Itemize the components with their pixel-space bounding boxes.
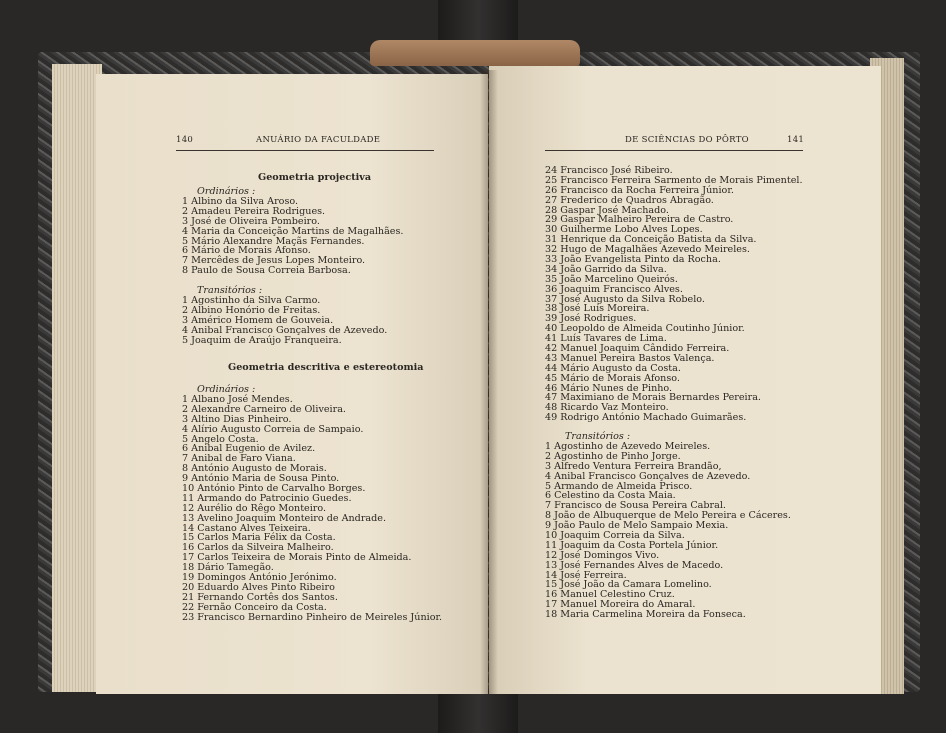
list-item: 49 Rodrigo António Machado Guimarães.: [545, 412, 747, 424]
list-item: 8 António Augusto de Morais.: [182, 463, 327, 475]
list-item: 30 Guilherme Lobo Alves Lopes.: [545, 224, 703, 236]
list-item: 37 José Augusto da Silva Robelo.: [545, 293, 705, 305]
list-item: 2 Alexandre Carneiro de Oliveira.: [182, 403, 346, 415]
list-item: 12 José Domingos Vivo.: [545, 549, 660, 561]
list-item: 5 Mário Alexandre Maçãs Fernandes.: [182, 235, 365, 247]
list-item: 1 Agostinho de Azevedo Meireles.: [545, 441, 711, 452]
group-label-transitorios: Transitórios :: [565, 431, 631, 442]
list-item: 5 Angelo Costa.: [182, 433, 259, 445]
list-item: 48 Ricardo Vaz Monteiro.: [545, 402, 669, 414]
list-item: 33 João Evangelista Pinto da Rocha.: [545, 254, 721, 266]
list-item: 26 Francisco da Rocha Ferreira Júnior.: [545, 184, 734, 196]
list-projectiva-ordinarios: [182, 197, 403, 276]
left-page-edges: [52, 64, 102, 692]
book-gutter-shadow: [480, 70, 498, 694]
list-item: 24 Francisco José Ribeiro.: [545, 165, 673, 176]
list-item: 27 Frederico de Quadros Abragão.: [545, 194, 714, 206]
list-item: 11 Armando do Patrocinio Guedes.: [182, 492, 352, 504]
list-projectiva-transitorios: [182, 296, 387, 345]
list-descritiva-transitorios: [545, 442, 791, 620]
list-item: 14 Castano Alves Teixeira.: [182, 522, 311, 534]
list-item: 8 João de Albuquerque de Melo Pereira e Cáceres.: [545, 510, 791, 522]
list-item: 15 José João da Camara Lomelino.: [545, 579, 712, 591]
right-page-number: 141: [787, 135, 805, 145]
list-item: 4 Maria da Conceição Martins de Magalhães.: [182, 225, 404, 237]
list-item: 16 Manuel Celestino Cruz.: [545, 589, 675, 601]
list-item: 11 Joaquim da Costa Portela Júnior.: [545, 539, 719, 551]
list-item: 13 José Fernandes Alves de Macedo.: [545, 559, 724, 571]
left-page-number: 140: [176, 135, 194, 145]
section-heading-geometria-descritiva: Geometria descritiva e estereotomia: [228, 362, 424, 373]
list-item: 6 Celestino da Costa Maia.: [545, 490, 676, 502]
list-descritiva-ordinarios: [182, 395, 442, 622]
list-item: 35 João Marcelino Queirós.: [545, 273, 678, 285]
list-item: 29 Gaspar Malheiro Pereira de Castro.: [545, 214, 734, 226]
group-label-ordinarios: Ordinários :: [197, 384, 256, 395]
list-item: 23 Francisco Bernardino Pinheiro de Meireles Júnior.: [182, 611, 443, 623]
list-item: 1 Albano José Mendes.: [182, 394, 293, 405]
list-item: 25 Francisco Ferreira Sarmento de Morais Pimentel.: [545, 174, 803, 186]
list-item: 42 Manuel Joaquim Cândido Ferreira.: [545, 343, 730, 355]
list-item: 4 Anibal Francisco Gonçalves de Azevedo.: [545, 470, 751, 482]
list-descritiva-ordinarios-continued: [545, 166, 803, 423]
list-item: 4 Alírio Augusto Correia de Sampaio.: [182, 423, 364, 435]
right-running-head: DE SCIÊNCIAS DO PÔRTO: [625, 135, 749, 145]
list-item: 1 Agostinho da Silva Carmo.: [182, 295, 321, 306]
list-item: 9 João Paulo de Melo Sampaio Mexia.: [545, 520, 729, 532]
list-item: 5 Armando de Almeida Prisco.: [545, 480, 693, 492]
list-item: 21 Fernando Cortês dos Santos.: [182, 591, 338, 603]
list-item: 3 Américo Homem de Gouveia.: [182, 314, 334, 326]
list-item: 7 Anibal de Faro Viana.: [182, 453, 296, 465]
list-item: 43 Manuel Pereira Bastos Valença.: [545, 352, 715, 364]
list-item: 9 António Maria de Sousa Pinto.: [182, 473, 340, 485]
list-item: 7 Mercêdes de Jesus Lopes Monteiro.: [182, 255, 366, 267]
list-item: 31 Henrique da Conceição Batista da Silva.: [545, 234, 757, 246]
list-item: 28 Gaspar José Machado.: [545, 204, 669, 216]
list-item: 6 Anibal Eugenio de Avilez.: [182, 443, 316, 455]
list-item: 2 Albino Honório de Freitas.: [182, 304, 321, 316]
list-item: 34 João Garrido da Silva.: [545, 263, 667, 275]
list-item: 10 Joaquim Correia da Silva.: [545, 530, 685, 542]
book-spine-bottom: [438, 690, 518, 733]
left-page: [96, 74, 488, 694]
list-item: 18 Dário Tamegão.: [182, 562, 274, 574]
list-item: 1 Albino da Silva Aroso.: [182, 196, 299, 207]
list-item: 7 Francisco de Sousa Pereira Cabral.: [545, 500, 726, 512]
left-running-head: ANUÁRIO DA FACULDADE: [256, 135, 381, 145]
list-item: 36 Joaquim Francisco Alves.: [545, 283, 683, 295]
right-header-rule: [545, 150, 803, 151]
list-item: 2 Agostinho de Pinho Jorge.: [545, 450, 681, 462]
left-header-rule: [176, 150, 434, 151]
list-item: 40 Leopoldo de Almeida Coutinho Júnior.: [545, 323, 745, 335]
list-item: 16 Carlos da Silveira Malheiro.: [182, 542, 334, 554]
list-item: 2 Amadeu Pereira Rodrigues.: [182, 205, 326, 217]
list-item: 47 Maximiano de Morais Bernardes Pereira.: [545, 392, 761, 404]
list-item: 12 Aurélio do Rêgo Monteiro.: [182, 502, 327, 514]
list-item: 20 Eduardo Alves Pinto Ribeiro: [182, 581, 335, 593]
list-item: 10 António Pinto de Carvalho Borges.: [182, 483, 366, 495]
list-item: 41 Luís Tavares de Lima.: [545, 333, 667, 345]
group-label-ordinarios: Ordinários :: [197, 186, 256, 197]
list-item: 39 José Rodrigues.: [545, 313, 637, 325]
list-item: 46 Mário Nunes de Pinho.: [545, 382, 673, 394]
list-item: 3 Altino Dias Pinheiro.: [182, 413, 292, 425]
list-item: 17 Manuel Moreira do Amaral.: [545, 599, 696, 611]
list-item: 13 Avelino Joaquim Monteiro de Andrade.: [182, 512, 386, 524]
list-item: 32 Hugo de Magalhães Azevedo Meireles.: [545, 244, 750, 256]
section-heading-geometria-projectiva: Geometria projectiva: [258, 172, 372, 183]
list-item: 19 Domingos António Jerónimo.: [182, 572, 337, 584]
list-item: 44 Mário Augusto da Costa.: [545, 362, 681, 374]
list-item: 38 José Luís Moreira.: [545, 303, 650, 315]
list-item: 3 Alfredo Ventura Ferreira Brandão,: [545, 460, 722, 472]
list-item: 14 José Ferreira.: [545, 569, 627, 581]
list-item: 18 Maria Carmelina Moreira da Fonseca.: [545, 609, 746, 621]
list-item: 6 Mário de Morais Afonso.: [182, 245, 311, 257]
list-item: 5 Joaquim de Araújo Franqueira.: [182, 334, 342, 346]
list-item: 15 Carlos Maria Félix da Costa.: [182, 532, 336, 544]
list-item: 3 José de Oliveira Pombeiro.: [182, 215, 320, 227]
group-label-transitorios: Transitórios :: [197, 285, 263, 296]
right-page: [489, 66, 881, 694]
bookmark-ribbon: [370, 40, 580, 66]
list-item: 17 Carlos Teixeira de Morais Pinto de Almeida.: [182, 552, 412, 564]
list-item: 22 Fernão Conceiro da Costa.: [182, 601, 327, 613]
list-item: 45 Mário de Morais Afonso.: [545, 372, 680, 384]
list-item: 8 Paulo de Sousa Correia Barbosa.: [182, 265, 351, 277]
list-item: 4 Anibal Francisco Gonçalves de Azevedo.: [182, 324, 388, 336]
